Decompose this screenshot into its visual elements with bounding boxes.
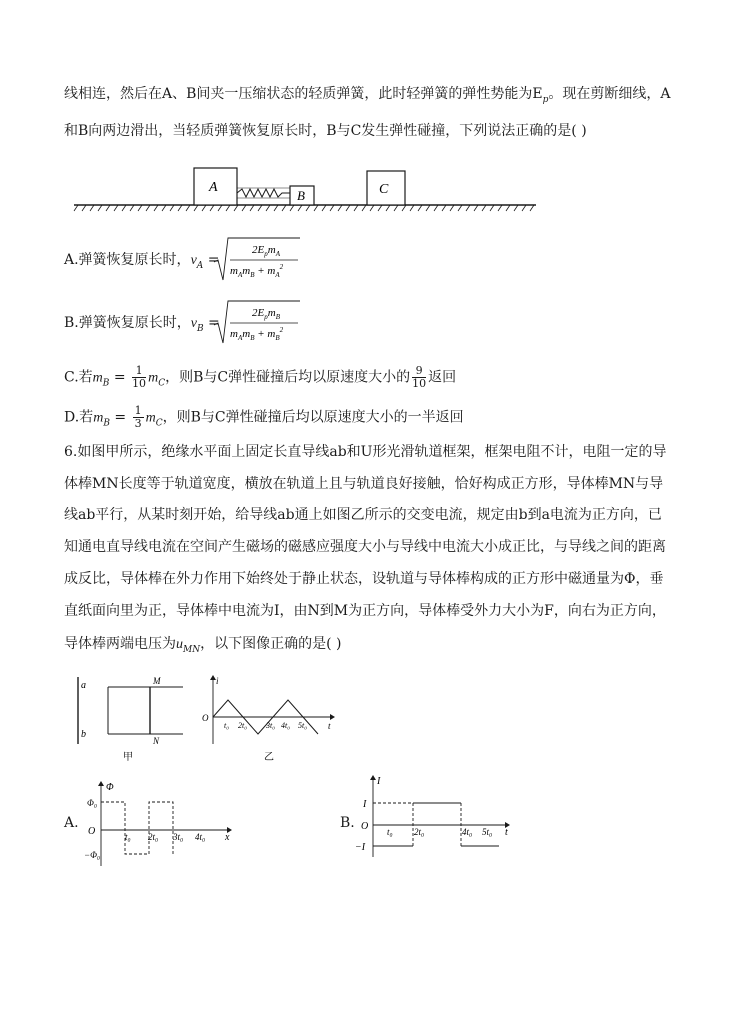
figure-jia xyxy=(68,672,188,767)
svg-text:i: i xyxy=(216,676,219,686)
q5-option-d: D.若$m_B$ = $\frac{1}{3}$ $m_C$，则B与C弹性碰撞后均以原速度大小的一半返回 xyxy=(64,404,464,430)
q5-blocks-figure xyxy=(70,165,540,220)
svg-text:3t₀: 3t₀ xyxy=(173,832,184,842)
svg-text:2t₀: 2t₀ xyxy=(148,832,159,842)
svg-text:−Φ₀: −Φ₀ xyxy=(84,850,101,860)
q6-option-b-graph xyxy=(355,772,520,862)
svg-text:mAmB + mB2: $m_Am_B + m_B^2$ xyxy=(230,326,284,342)
block-c-label: C xyxy=(379,182,389,197)
q5-line-1: 线相连，然后在A、B间夹一压缩状态的轻质弹簧，此时轻弹簧的弹性势能为$E_p$。现在剪断细线，A xyxy=(64,86,671,105)
svg-text:t: t xyxy=(328,721,331,731)
svg-text:I: I xyxy=(363,799,367,810)
svg-text:Φ₀: Φ₀ xyxy=(87,798,97,808)
svg-text:4t₀: 4t₀ xyxy=(195,832,206,842)
svg-text:2EpmB: $2E_pm_B$ xyxy=(252,307,280,321)
svg-text:O: O xyxy=(88,826,96,837)
svg-text:Φ: Φ xyxy=(106,782,114,793)
q6-line-6: 直纸面向里为正，导体棒中电流为I，由N到M为正方向，导体棒受外力大小为F，向右为正方向， xyxy=(64,603,666,619)
q5-option-a-formula xyxy=(212,236,302,284)
svg-text:3t₀: 3t₀ xyxy=(266,721,276,730)
q6-line-7: 导体棒两端电压为$u_{MN}$，以下图像正确的是( ) xyxy=(64,636,342,655)
svg-text:5t₀: 5t₀ xyxy=(482,827,493,837)
svg-text:4t₀: 4t₀ xyxy=(281,721,291,730)
q6-line-5: 成反比，导体棒在外力作用下始终处于静止状态，设轨道与导体棒构成的正方形中磁通量为Φ，垂 xyxy=(64,571,664,587)
svg-text:t₀: t₀ xyxy=(387,827,393,837)
q5-option-a: A.弹簧恢复原长时，$v_A$ = xyxy=(64,252,220,271)
q6-line-1: 6.如图甲所示，绝缘水平面上固定长直导线ab和U形光滑轨道框架，框架电阻不计，电阻一定的导 xyxy=(64,444,667,460)
spring xyxy=(237,189,290,197)
svg-text:5t₀: 5t₀ xyxy=(298,721,308,730)
svg-text:mAmB + mA2: $m_Am_B + m_A^2$ xyxy=(230,263,284,279)
svg-text:O: O xyxy=(361,821,369,832)
svg-text:O: O xyxy=(202,713,209,723)
svg-text:2t₀: 2t₀ xyxy=(238,721,248,730)
q6-option-a-label: A. xyxy=(64,815,79,831)
block-a-label: A xyxy=(209,180,218,195)
q5-line-2: 和B向两边滑出，当轻质弹簧恢复原长时，B与C发生弹性碰撞，下列说法正确的是( ) xyxy=(64,123,587,139)
svg-text:2EpmA: $2E_pm_A$ xyxy=(252,244,280,258)
figure-yi xyxy=(200,672,340,767)
block-b-label: B xyxy=(297,188,305,203)
svg-text:2t₀: 2t₀ xyxy=(414,827,425,837)
label-a: a xyxy=(81,680,86,691)
svg-text:4t₀: 4t₀ xyxy=(462,827,473,837)
svg-text:t: t xyxy=(505,827,508,838)
q6-line-2: 体棒MN长度等于轨道宽度，横放在轨道上且与轨道良好接触，恰好构成正方形，导体棒MN与导 xyxy=(64,476,664,492)
svg-text:I: I xyxy=(377,776,381,787)
svg-text:t₀: t₀ xyxy=(125,832,131,842)
q6-line-3: 线ab平行，从某时刻开始，给导线ab通上如图乙所示的交变电流，规定由b到a电流为正方向，已 xyxy=(64,507,662,523)
q6-option-b-label: B. xyxy=(340,815,355,831)
q6-line-4: 知通电直导线电流在空间产生磁场的磁感应强度大小与导线中电流大小成正比，与导线之间的距离 xyxy=(64,539,666,555)
svg-text:t₀: t₀ xyxy=(224,721,230,730)
q5-option-b-formula xyxy=(212,299,302,347)
svg-text:x: x xyxy=(225,832,230,843)
q5-option-c: C.若$m_B$ = $\frac{1}{10}$ $m_C$，则B与C弹性碰撞后均以原速度大小的 $\frac{9}{10}$ 返回 xyxy=(64,364,457,390)
q5-option-b: B.弹簧恢复原长时，$v_B$ = xyxy=(64,315,220,334)
q6-option-a-graph xyxy=(84,778,244,868)
caption-yi: 乙 xyxy=(264,752,274,763)
svg-text:−I: −I xyxy=(355,842,366,853)
caption-jia: 甲 xyxy=(123,752,133,763)
label-m: M xyxy=(153,676,161,686)
label-n: N xyxy=(153,736,160,746)
label-b: b xyxy=(81,729,86,740)
